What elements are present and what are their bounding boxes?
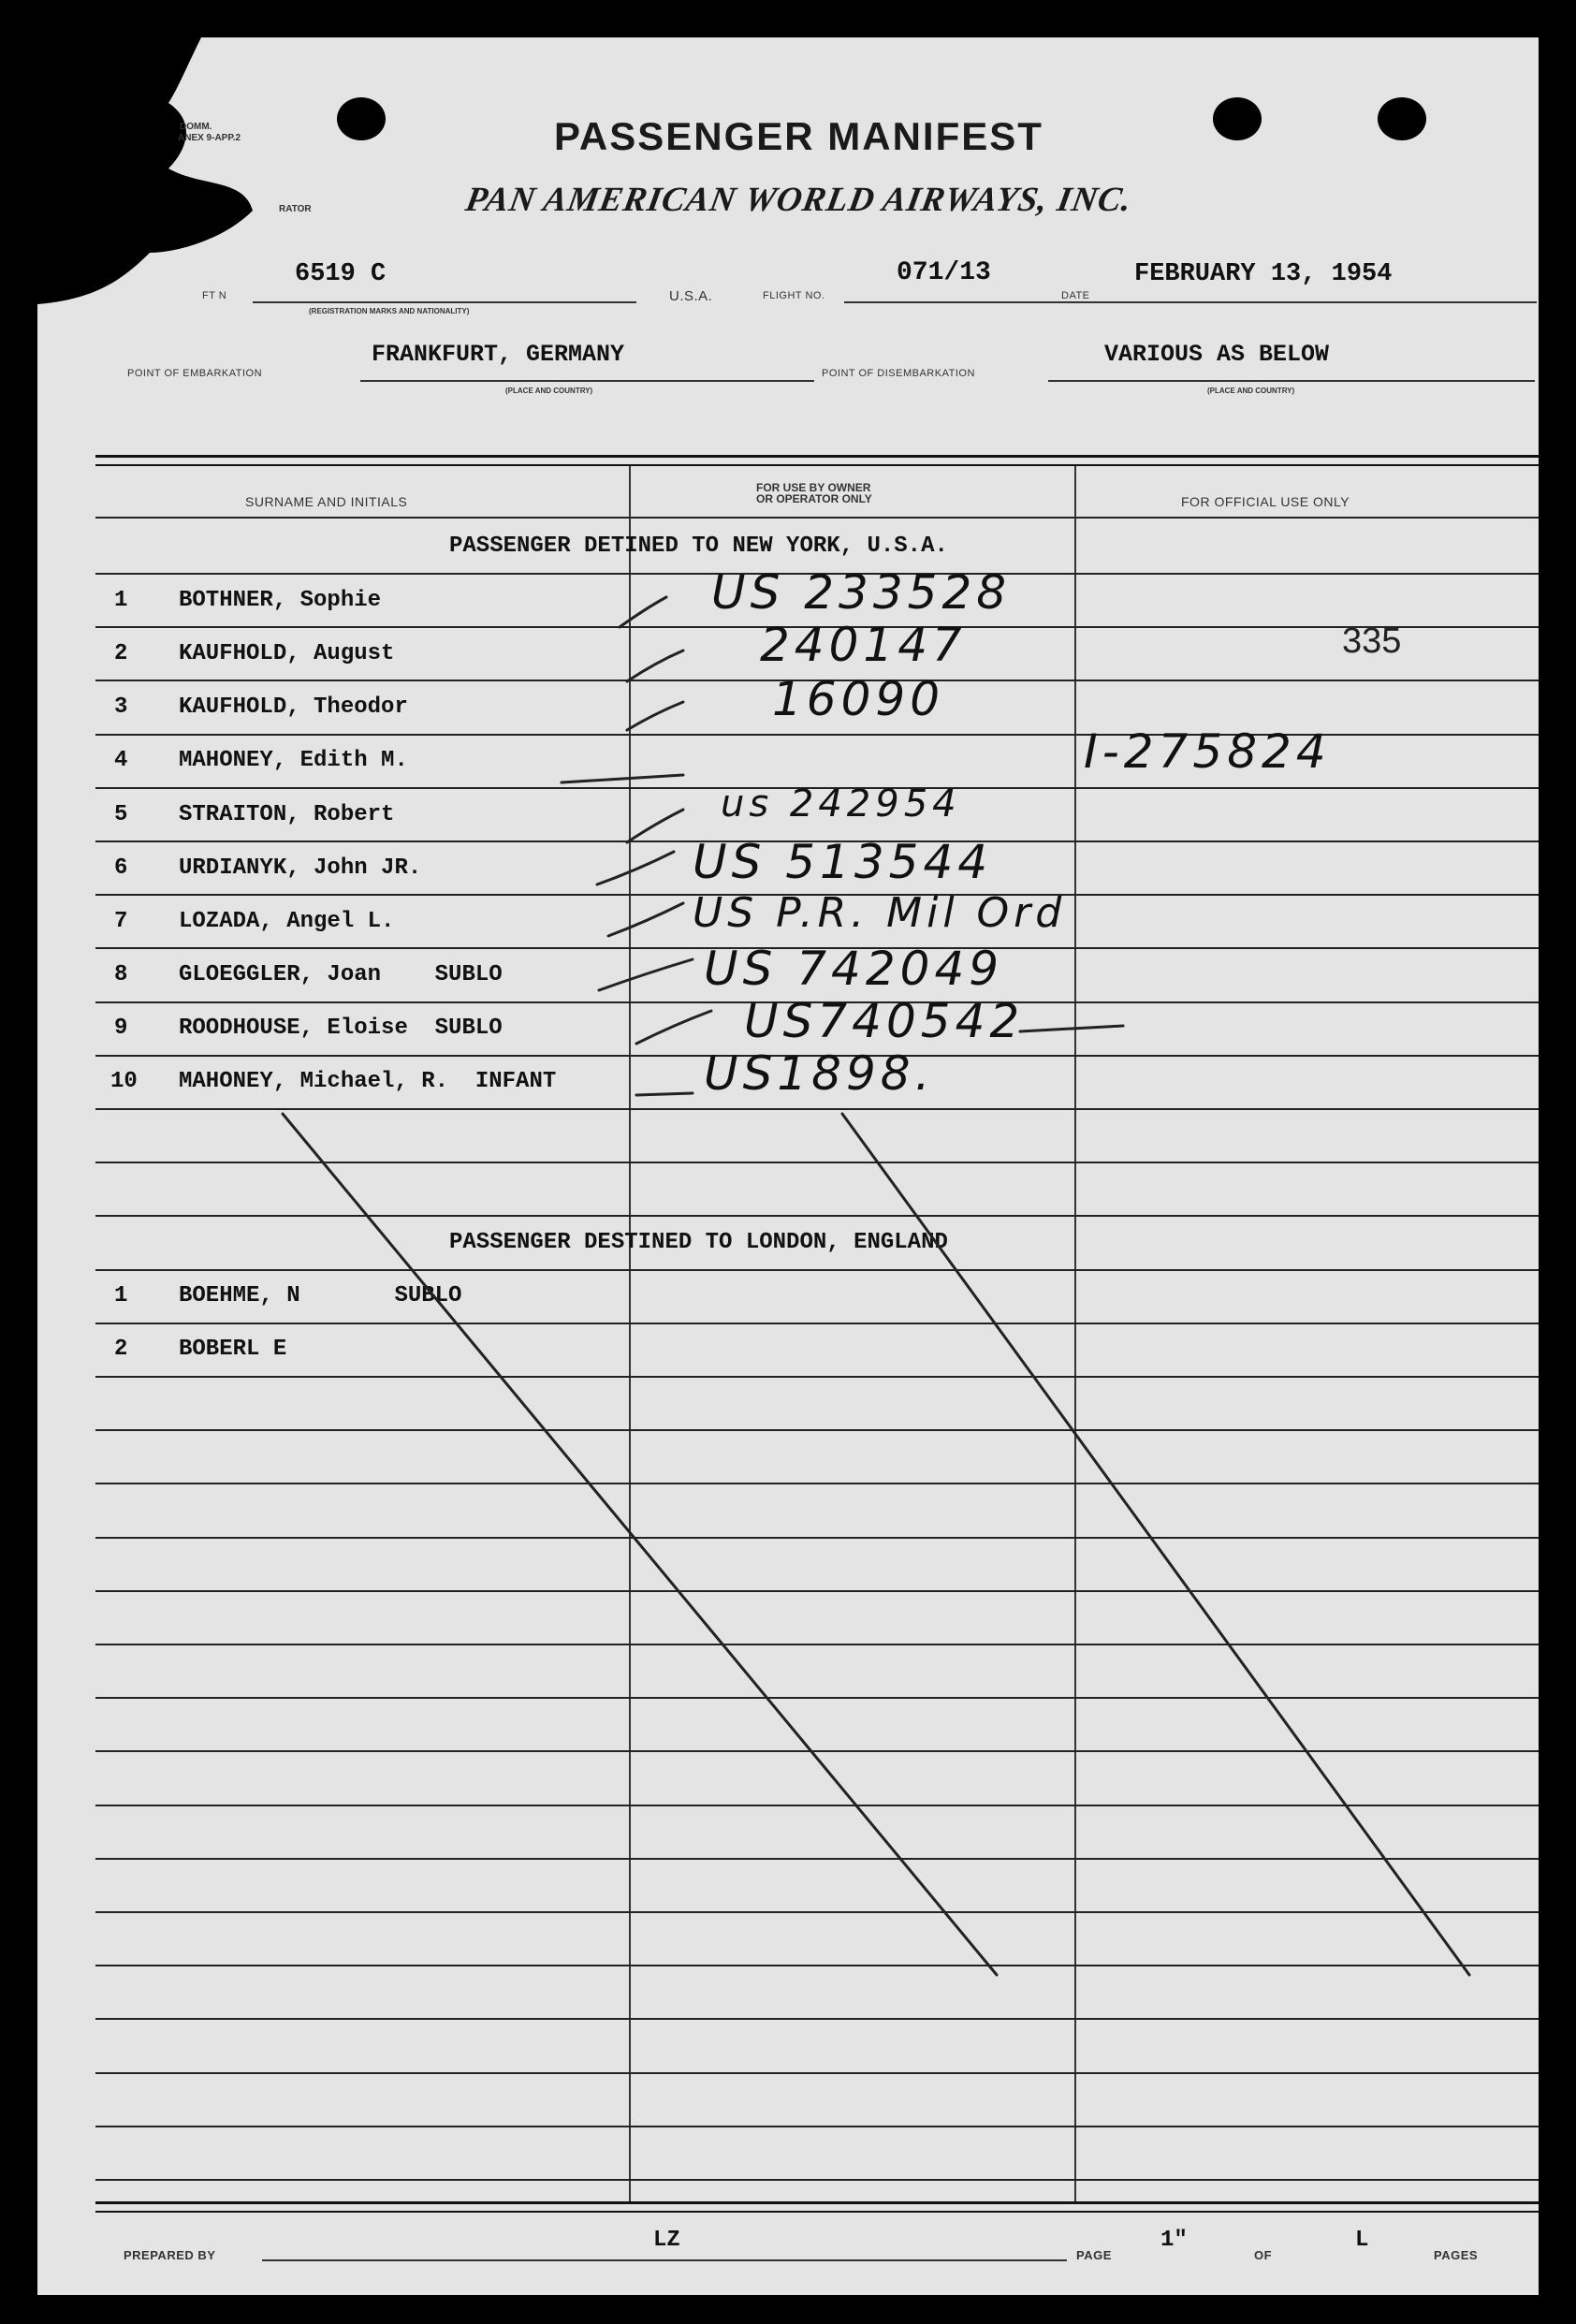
row-number: 1 bbox=[114, 588, 128, 613]
usa-label: U.S.A. bbox=[669, 288, 713, 304]
passenger-name: GLOEGGLER, Joan SUBLO bbox=[179, 962, 503, 987]
passenger-name: STRAITON, Robert bbox=[179, 802, 395, 827]
row-number: 2 bbox=[114, 641, 128, 666]
embark-value: FRANKFURT, GERMANY bbox=[372, 341, 625, 368]
prepared-underline bbox=[262, 2259, 1067, 2261]
row-number: 10 bbox=[110, 1069, 138, 1094]
row-number: 1 bbox=[114, 1283, 128, 1308]
passenger-name: MAHONEY, Edith M. bbox=[179, 748, 408, 773]
flight-no-label: FLIGHT NO. bbox=[763, 290, 825, 301]
row-number: 7 bbox=[114, 909, 128, 934]
passenger-name: ROODHOUSE, Eloise SUBLO bbox=[179, 1016, 503, 1041]
passenger-name: MAHONEY, Michael, R. INFANT bbox=[179, 1069, 557, 1094]
aircraft-label: FT N bbox=[202, 290, 227, 301]
prepared-by-label: PREPARED BY bbox=[124, 2248, 216, 2262]
passenger-name: BOTHNER, Sophie bbox=[179, 588, 382, 613]
registration-caption: (REGISTRATION MARKS AND NATIONALITY) bbox=[309, 307, 470, 315]
passenger-name: KAUFHOLD, Theodor bbox=[179, 694, 408, 720]
dash-mark bbox=[562, 775, 683, 782]
section-heading-new-york: PASSENGER DETINED TO NEW YORK, U.S.A. bbox=[449, 533, 948, 559]
passport-number: US P.R. Mil Ord bbox=[693, 889, 1067, 937]
row-number: 3 bbox=[114, 694, 128, 720]
passenger-name: BOEHME, N SUBLO bbox=[179, 1283, 462, 1308]
column-header-owner-2: OR OPERATOR ONLY bbox=[756, 492, 872, 505]
official-note: 335 bbox=[1342, 621, 1402, 661]
passenger-name: LOZADA, Angel L. bbox=[179, 909, 395, 934]
check-mark bbox=[627, 702, 683, 730]
passport-number: 16090 bbox=[772, 672, 945, 726]
check-mark bbox=[620, 597, 666, 627]
section-heading-london: PASSENGER DESTINED TO LONDON, ENGLAND bbox=[449, 1230, 948, 1255]
passport-number: US 742049 bbox=[704, 942, 1004, 996]
disembark-value: VARIOUS AS BELOW bbox=[1104, 341, 1330, 368]
strike-line bbox=[842, 1114, 1469, 1975]
table-bottom-rule bbox=[95, 2201, 1539, 2204]
passport-number: US 513544 bbox=[693, 835, 993, 889]
date-label: DATE bbox=[1061, 290, 1090, 301]
passenger-name: URDIANYK, John JR. bbox=[179, 855, 422, 881]
row-number: 2 bbox=[114, 1337, 128, 1362]
check-mark bbox=[597, 852, 674, 884]
passenger-name: BOBERL E bbox=[179, 1337, 287, 1362]
company-name: PAN AMERICAN WORLD AIRWAYS, INC. bbox=[462, 181, 1135, 219]
row-number: 6 bbox=[114, 855, 128, 881]
handwritten-marks bbox=[37, 37, 1539, 2295]
passenger-name: KAUFHOLD, August bbox=[179, 641, 395, 666]
of-value: L bbox=[1355, 2228, 1369, 2253]
strike-line bbox=[283, 1114, 997, 1975]
row-number: 9 bbox=[114, 1016, 128, 1041]
page-title: PASSENGER MANIFEST bbox=[554, 114, 1043, 158]
embark-label: POINT OF EMBARKATION bbox=[127, 368, 263, 379]
manifest-sheet bbox=[37, 37, 1539, 2295]
column-header-surname: SURNAME AND INITIALS bbox=[245, 494, 408, 509]
passport-number: US 233528 bbox=[711, 565, 1012, 620]
corner-comm-label: DOMM. bbox=[180, 122, 212, 132]
row-number: 8 bbox=[114, 962, 128, 987]
check-mark bbox=[627, 810, 683, 842]
column-header-owner-1: FOR USE BY OWNER bbox=[756, 481, 871, 494]
date-value: FEBRUARY 13, 1954 bbox=[1134, 260, 1393, 288]
official-note: I-275824 bbox=[1084, 724, 1331, 779]
embark-caption: (PLACE AND COUNTRY) bbox=[505, 387, 593, 395]
row-number: 4 bbox=[114, 748, 128, 773]
aircraft-value: 6519 C bbox=[295, 260, 387, 288]
disembark-label: POINT OF DISEMBARKATION bbox=[822, 368, 975, 379]
passport-number: US1898. bbox=[704, 1046, 935, 1101]
page-value: 1" bbox=[1160, 2228, 1188, 2253]
check-mark bbox=[627, 650, 683, 681]
row-number: 5 bbox=[114, 802, 128, 827]
disembark-caption: (PLACE AND COUNTRY) bbox=[1207, 387, 1295, 395]
dash-mark bbox=[1020, 1026, 1123, 1031]
corner-operator-label: RATOR bbox=[279, 204, 312, 214]
column-header-official: FOR OFFICIAL USE ONLY bbox=[1181, 494, 1350, 509]
pages-label: PAGES bbox=[1434, 2248, 1479, 2262]
passport-number: US740542 bbox=[744, 994, 1025, 1048]
passport-number: 240147 bbox=[760, 618, 967, 672]
check-mark bbox=[599, 959, 693, 990]
passport-number: us 242954 bbox=[721, 782, 961, 826]
page-label: PAGE bbox=[1076, 2248, 1112, 2262]
corner-annex-label: ANEX 9-APP.2 bbox=[178, 133, 241, 143]
flight-no-value: 071/13 bbox=[897, 258, 991, 287]
table-bottom-rule-2 bbox=[95, 2211, 1539, 2213]
dash-mark bbox=[636, 1093, 693, 1095]
prepared-by-value: LZ bbox=[653, 2228, 680, 2253]
of-label: OF bbox=[1254, 2248, 1273, 2262]
check-mark bbox=[636, 1011, 711, 1044]
check-mark bbox=[608, 903, 683, 936]
